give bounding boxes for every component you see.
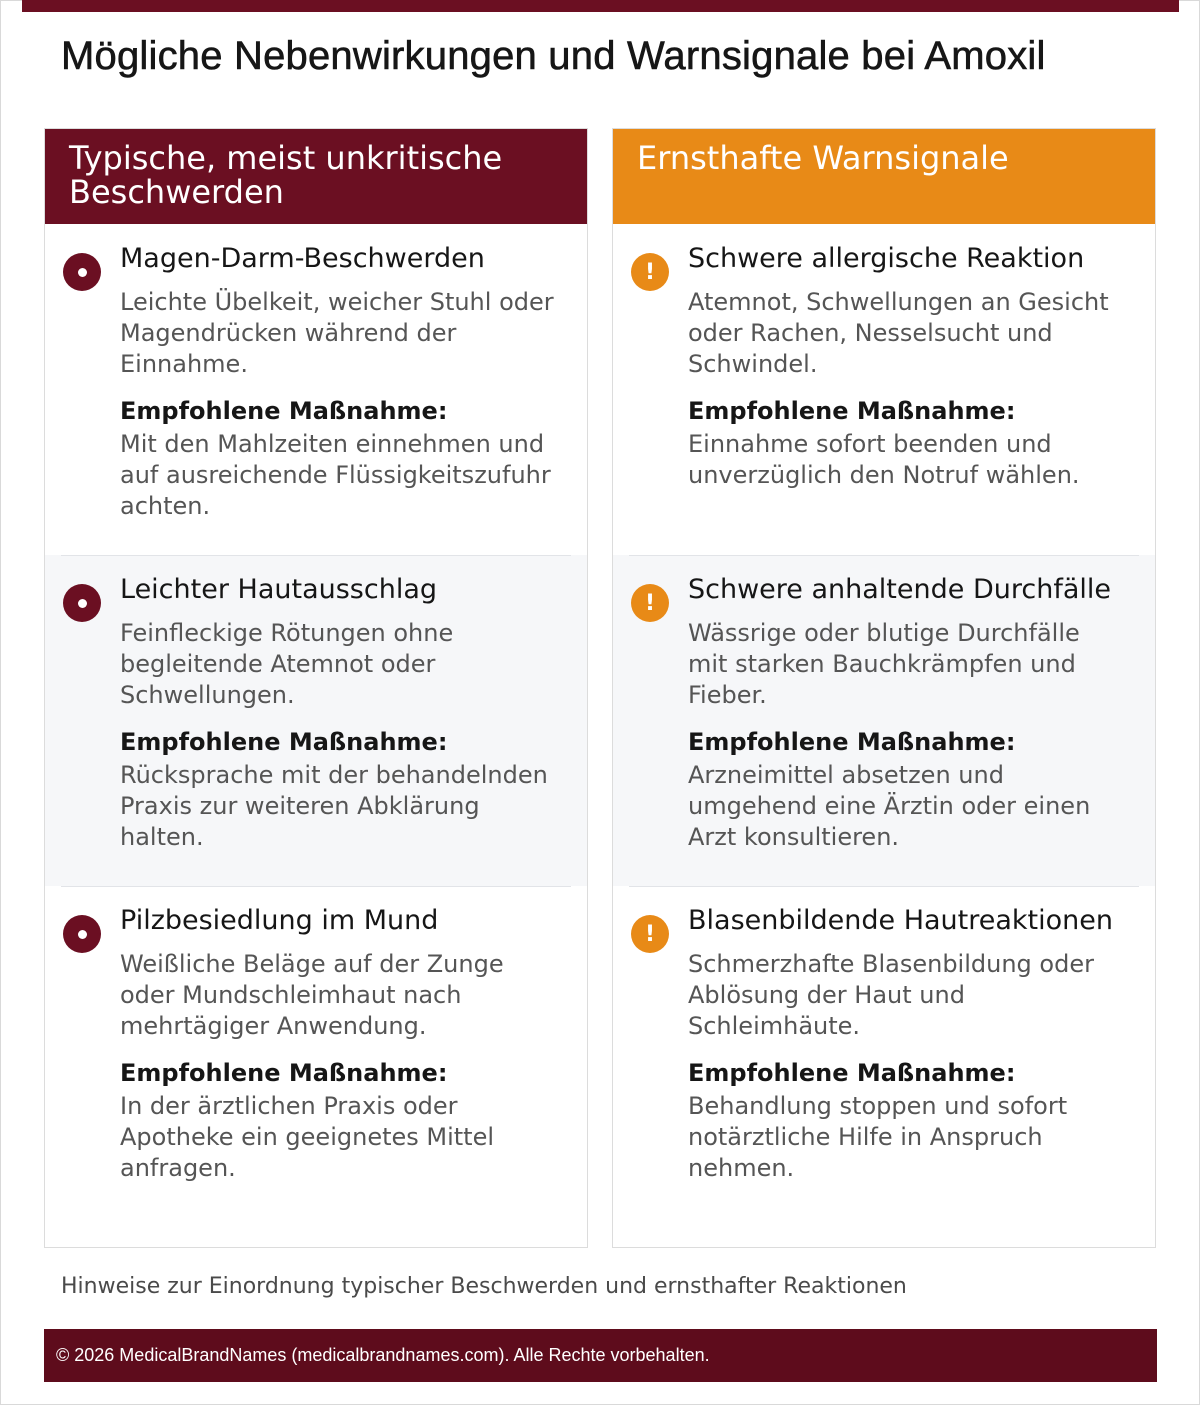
item-title: Magen-Darm-Beschwerden bbox=[120, 243, 485, 274]
bullet-dot-icon bbox=[63, 915, 101, 953]
list-item bbox=[45, 886, 587, 1247]
copyright-footer: © 2026 MedicalBrandNames (medicalbrandnames.com). Alle Rechte vorbehalten. bbox=[44, 1329, 1157, 1382]
action-text: Rücksprache mit der behandelnden Praxis zur weiteren Abklärung halten. bbox=[120, 761, 548, 851]
item-description: Weißliche Beläge auf der Zunge oder Mundschleimhaut nach mehrtägiger Anwendung. bbox=[120, 950, 504, 1040]
action-label: Empfohlene Maßnahme: bbox=[120, 397, 448, 425]
item-title: Schwere anhaltende Durchfälle bbox=[688, 574, 1111, 605]
divider bbox=[61, 555, 571, 556]
item-description: Atemnot, Schwellungen an Gesicht oder Rachen, Nesselsucht und Schwindel. bbox=[688, 288, 1109, 378]
item-description: Wässrige oder blutige Durchfälle mit starken Bauchkrämpfen und Fieber. bbox=[688, 619, 1080, 709]
warning-exclamation-icon: ! bbox=[631, 253, 669, 291]
divider bbox=[61, 886, 571, 887]
item-title: Leichter Hautausschlag bbox=[120, 574, 437, 605]
list-item bbox=[613, 886, 1155, 1247]
bullet-dot-icon bbox=[63, 584, 101, 622]
column-header: Typische, meist unkritische Beschwerden bbox=[45, 129, 587, 224]
item-title: Blasenbildende Hautreaktionen bbox=[688, 905, 1113, 936]
top-accent-bar bbox=[22, 0, 1179, 12]
action-label: Empfohlene Maßnahme: bbox=[688, 397, 1016, 425]
figure-caption: Hinweise zur Einordnung typischer Beschwerden und ernsthafter Reaktionen bbox=[61, 1274, 907, 1299]
list-item bbox=[613, 224, 1155, 555]
action-text: Mit den Mahlzeiten einnehmen und auf ausreichende Flüssigkeitszufuhr achten. bbox=[120, 430, 551, 520]
bullet-dot-icon bbox=[63, 253, 101, 291]
item-title: Pilzbesiedlung im Mund bbox=[120, 905, 439, 936]
warning-exclamation-icon: ! bbox=[631, 915, 669, 953]
divider bbox=[629, 886, 1139, 887]
common-side-effects-column bbox=[44, 128, 588, 1248]
action-label: Empfohlene Maßnahme: bbox=[688, 728, 1016, 756]
item-description: Schmerzhafte Blasenbildung oder Ablösung der Haut und Schleimhäute. bbox=[688, 950, 1094, 1040]
divider bbox=[629, 555, 1139, 556]
column-header: Ernsthafte Warnsignale bbox=[613, 129, 1155, 224]
list-item bbox=[45, 224, 587, 555]
action-label: Empfohlene Maßnahme: bbox=[120, 728, 448, 756]
action-text: Behandlung stoppen und sofort notärztliche Hilfe in Anspruch nehmen. bbox=[688, 1092, 1068, 1182]
action-label: Empfohlene Maßnahme: bbox=[120, 1059, 448, 1087]
item-description: Leichte Übelkeit, weicher Stuhl oder Magendrücken während der Einnahme. bbox=[120, 288, 554, 378]
action-label: Empfohlene Maßnahme: bbox=[688, 1059, 1016, 1087]
page-title: Mögliche Nebenwirkungen und Warnsignale bei Amoxil bbox=[61, 34, 1046, 78]
list-item bbox=[45, 555, 587, 886]
action-text: In der ärztlichen Praxis oder Apotheke ein geeignetes Mittel anfragen. bbox=[120, 1092, 495, 1182]
warning-exclamation-icon: ! bbox=[631, 584, 669, 622]
item-title: Schwere allergische Reaktion bbox=[688, 243, 1085, 274]
action-text: Arzneimittel absetzen und umgehend eine Ärztin oder einen Arzt konsultieren. bbox=[688, 761, 1091, 851]
item-description: Feinfleckige Rötungen ohne begleitende Atemnot oder Schwellungen. bbox=[120, 619, 454, 709]
serious-warnings-column bbox=[612, 128, 1156, 1248]
list-item bbox=[613, 555, 1155, 886]
action-text: Einnahme sofort beenden und unverzüglich den Notruf wählen. bbox=[688, 430, 1080, 489]
